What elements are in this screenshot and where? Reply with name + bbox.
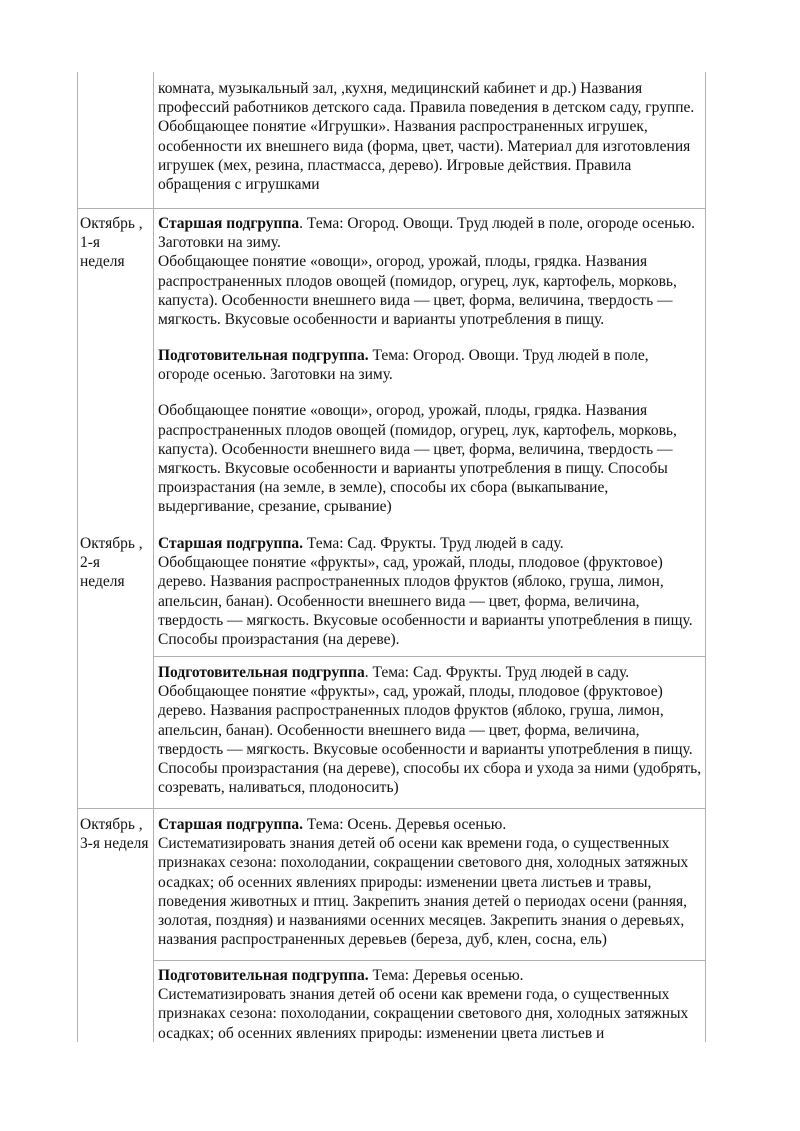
row1-senior-paragraph [158,214,703,252]
prep-topic: . Тема: Сад. Фрукты. Труд людей в саду. [364,664,630,681]
table-border-left [77,72,78,1042]
row1-prep-cell [158,346,703,517]
senior-label: Старшая подгруппа [158,215,300,232]
row2-prep-cell [158,663,703,797]
row-divider [77,208,706,209]
senior-description: Обобщающее понятие «фрукты», сад, урожай, плоды, плодовое (фруктовое) дерево. Названия распространенных плодов фруктов (яблоко, груша, лимон, апельсин, банан). Особенности внешнего вида — цвет, форма, величина, твердость — мягкость. Вкусовые особенности и варианты употребления в пищу. Способы произрастания (на дереве). [158,554,693,649]
intro-text: комната, музыкальный зал, ,кухня, медицинский кабинет и др.) Названия профессий работников детского сада. Правила поведения в детском саду, группе. Обобщающее понятие «Игрушки». Названия распространенных игрушек, особенности их внешнего вида (форма, цвет, части). Материал для изготовления игрушек (мех, резина, пластмасса, дерево). Игровые действия. Правила обращения с игрушками [158,80,695,194]
row-date-oct-week3: Октябрь , 3-я неделя [80,816,149,853]
row2-prep-paragraph [158,663,703,682]
prep-label: Подготовительная подгруппа [158,664,365,681]
senior-label: Старшая подгруппа. [158,816,304,833]
intro-cell [158,79,703,194]
row-date-oct-week1: Октябрь , 1-я неделя [80,215,143,271]
senior-topic: Тема: Осень. Деревья осенью. [303,816,507,833]
row1-senior-cell [158,214,703,329]
prep-description: Систематизировать знания детей об осени как времени года, о существенных признаках сезона: похолодании, сокращении светового дня, холодных затяжных осадках; об осенних явлениях природы: изменении цвета листьев и [158,986,689,1042]
row-divider [153,960,706,961]
prep-label: Подготовительная подгруппа. [158,347,369,364]
row3-prep-paragraph [158,966,703,985]
prep-topic: Тема: Огород. Овощи. Труд людей в поле, огороде осенью. Заготовки на зиму. [158,347,649,384]
row-divider [77,808,706,809]
prep-topic: Тема: Деревья осенью. [368,967,524,984]
table-border-right [705,72,706,1042]
prep-description: Обобщающее понятие «фрукты», сад, урожай, плоды, плодовое (фруктовое) дерево. Названия распространенных плодов фруктов (яблоко, груша, лимон, апельсин, банан). Особенности внешнего вида — цвет, форма, величина, твердость — мягкость. Вкусовые особенности и варианты употребления в пищу. Способы произрастания (на дереве), способы их сбора и ухода за ними (удобрять, созревать, наливаться, плодоносить) [158,683,702,797]
row-date-oct-week2: Октябрь , 2-я неделя [80,535,143,591]
senior-label: Старшая подгруппа. [158,535,304,552]
row3-senior-cell [158,815,703,949]
senior-topic: . Тема: Огород. Овощи. Труд людей в поле, огороде осенью. Заготовки на зиму. [158,215,696,252]
table-column-divider [153,72,154,1042]
row1-prep-paragraph [158,346,703,384]
prep-label: Подготовительная подгруппа. [158,967,369,984]
senior-description: Систематизировать знания детей об осени как времени года, о существенных признаках сезона: похолодании, сокращении светового дня, холодных затяжных осадках; об осенних явлениях природы: изменении цвета листьев и травы, поведения животных и птиц. Закрепить знания детей о периодах осени (ранняя, золотая, поздняя) и названиями осенних месяцев. Закрепить знания о деревьях, названия распространенных деревьев (береза, дуб, клен, сосна, ель) [158,835,689,949]
row3-senior-paragraph [158,815,703,834]
prep-description: Обобщающее понятие «овощи», огород, урожай, плоды, грядка. Названия распространенных плодов овощей (помидор, огурец, лук, картофель, морковь, капуста). Особенности внешнего вида — цвет, форма, величина, твердость — мягкость. Вкусовые особенности и варианты употребления в пищу. Способы произрастания (на земле, в земле), способы их сбора (выкапывание, выдергивание, срезание, срывание) [158,402,677,516]
senior-topic: Тема: Сад. Фрукты. Труд людей в саду. [303,535,564,552]
row-divider [153,656,706,657]
senior-description: Обобщающее понятие «овощи», огород, урожай, плоды, грядка. Названия распространенных плодов овощей (помидор, огурец, лук, картофель, морковь, капуста). Особенности внешнего вида — цвет, форма, величина, твердость — мягкость. Вкусовые особенности и варианты употребления в пищу. [158,253,677,329]
row2-senior-cell [158,534,703,649]
row2-senior-paragraph [158,534,703,553]
row3-prep-cell [158,966,703,1043]
